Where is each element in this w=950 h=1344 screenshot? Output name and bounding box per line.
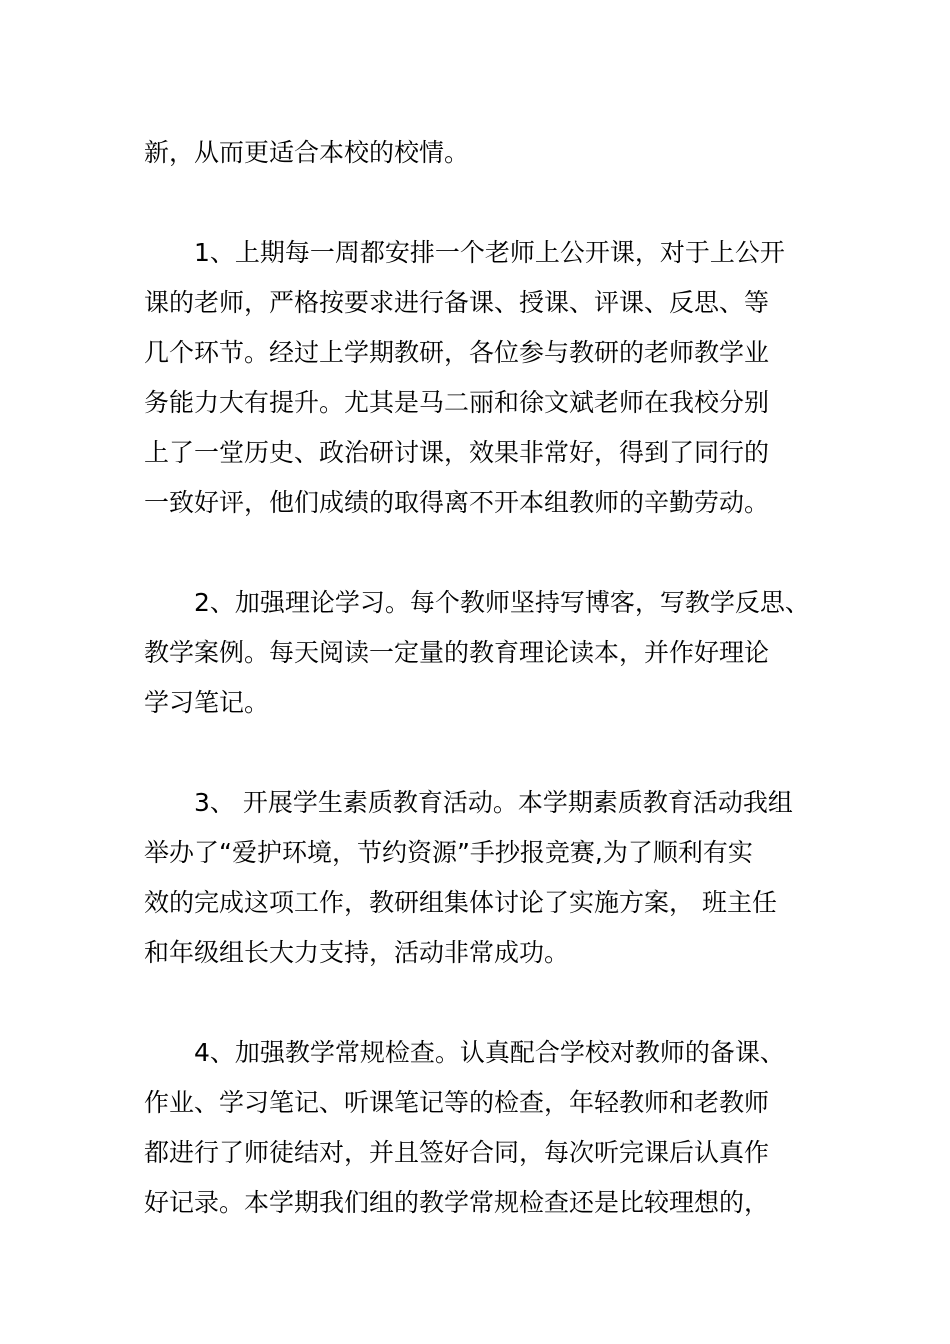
text-line: 举办了“爱护环境，节约资源”手抄报竞赛,为了顺利有实 — [144, 838, 753, 867]
text-line: 上了一堂历史、政治研讨课，效果非常好，得到了同行的 — [144, 438, 770, 467]
text-line: 4、加强教学常规检查。认真配合学校对教师的备课、 — [194, 1038, 785, 1067]
text-line: 几个环节。经过上学期教研，各位参与教研的老师教学业 — [144, 338, 770, 367]
text-line: 2、加强理论学习。每个教师坚持写博客，写教学反思、 — [194, 588, 810, 617]
text-line: 务能力大有提升。尤其是马二丽和徐文斌老师在我校分别 — [144, 388, 770, 417]
text-line: 都进行了师徒结对，并且签好合同，每次听完课后认真作 — [144, 1138, 770, 1167]
document-body — [144, 128, 816, 1228]
text-line: 教学案例。每天阅读一定量的教育理论读本，并作好理论 — [144, 638, 770, 667]
paragraph-continuation — [144, 128, 816, 178]
paragraph-item-2 — [144, 578, 816, 728]
paragraph-gap — [144, 728, 816, 778]
text-line: 3、 开展学生素质教育活动。本学期素质教育活动我组 — [194, 788, 793, 817]
paragraph-gap — [144, 978, 816, 1028]
text-line: 课的老师，严格按要求进行备课、授课、评课、反思、等 — [144, 288, 770, 317]
paragraph-item-3 — [144, 778, 816, 978]
text-line: 一致好评，他们成绩的取得离不开本组教师的辛勤劳动。 — [144, 488, 770, 517]
text-line: 好记录。本学期我们组的教学常规检查还是比较理想的， — [144, 1188, 770, 1217]
paragraph-item-4 — [144, 1028, 816, 1228]
text-line: 1、上期每一周都安排一个老师上公开课，对于上公开 — [194, 238, 785, 267]
text-line: 新，从而更适合本校的校情。 — [144, 138, 470, 167]
paragraph-gap — [144, 528, 816, 578]
text-line: 学习笔记。 — [144, 688, 270, 717]
text-line: 作业、学习笔记、听课笔记等的检查，年轻教师和老教师 — [144, 1088, 770, 1117]
text-line: 和年级组长大力支持，活动非常成功。 — [144, 938, 570, 967]
text-line: 效的完成这项工作，教研组集体讨论了实施方案， 班主任 — [144, 888, 777, 917]
paragraph-gap — [144, 178, 816, 228]
paragraph-item-1 — [144, 228, 816, 528]
